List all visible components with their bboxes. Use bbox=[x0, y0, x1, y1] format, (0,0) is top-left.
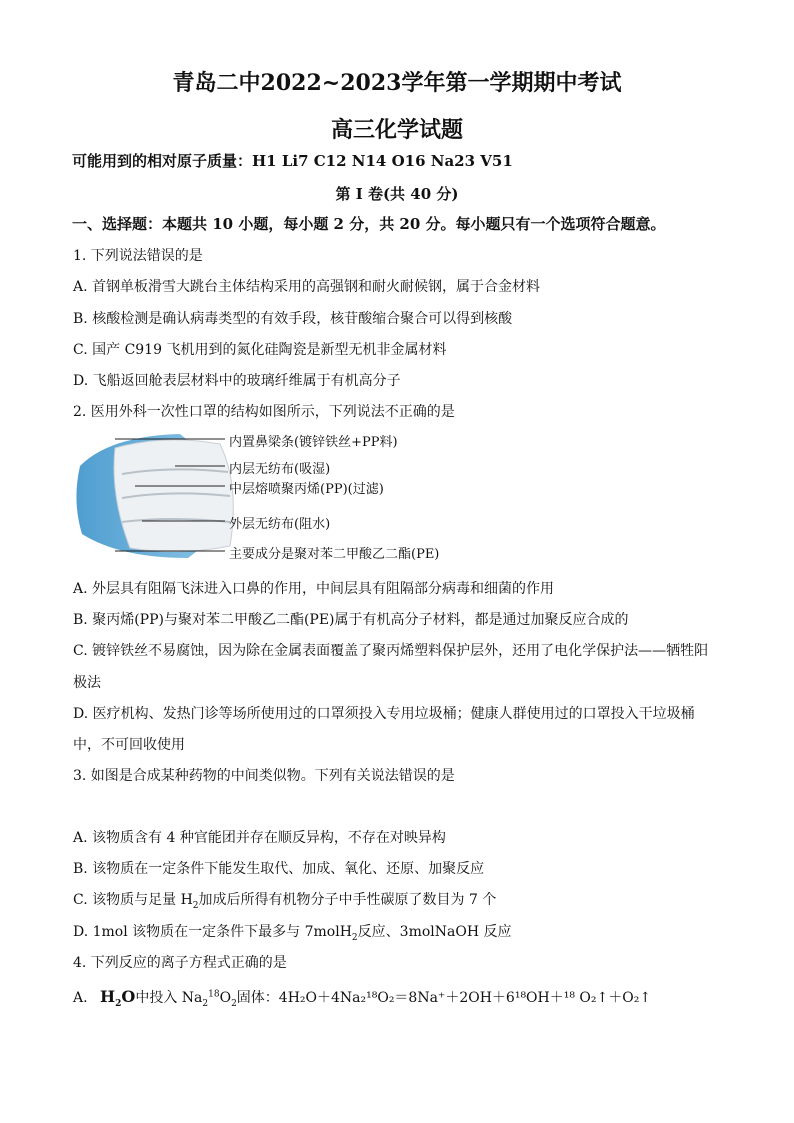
mask-label-inner-layer: 内层无纺布(吸湿) bbox=[229, 462, 331, 477]
q2-option-d: D. 医疗机构、发热门诊等场所使用过的口罩须投入专用垃圾桶；健康人群使用过的口罩投入干垃圾桶 bbox=[73, 706, 695, 722]
mask-illustration bbox=[76, 434, 233, 558]
q3-stem: 3. 如图是合成某种药物的中间类似物。下列有关说法错误的是 bbox=[73, 768, 455, 784]
q1-option-b: B. 核酸检测是确认病毒类型的有效手段，核苷酸缩合聚合可以得到核酸 bbox=[73, 311, 513, 327]
q4-option-a: A. $H_2O$中投入 $Na_2^{18}O_2$固体：4H₂O＋4Na₂¹⁸O₂＝8Na⁺＋2OH＋6¹⁸OH＋¹⁸ O₂↑＋O₂↑ bbox=[73, 987, 652, 1009]
q2-option-c: C. 镀锌铁丝不易腐蚀，因为除在金属表面覆盖了聚丙烯塑料保护层外，还用了电化学保护法——牺牲阳 bbox=[73, 643, 709, 659]
q2-stem: 2. 医用外科一次性口罩的结构如图所示，下列说法不正确的是 bbox=[73, 404, 455, 420]
q2-option-c-cont: 极法 bbox=[73, 675, 101, 691]
q2-option-a: A. 外层具有阻隔飞沫进入口鼻的作用，中间层具有阻隔部分病毒和细菌的作用 bbox=[73, 581, 555, 597]
q3-option-a: A. 该物质含有 4 种官能团并存在顺反异构，不存在对映异构 bbox=[73, 830, 446, 846]
q3-option-b: B. 该物质在一定条件下能发生取代、加成、氧化、还原、加聚反应 bbox=[73, 861, 485, 877]
mask-label-main-material: 主要成分是聚对苯二甲酸乙二酯(PE) bbox=[229, 547, 440, 562]
q1-option-c: C. 国产 C919 飞机用到的氮化硅陶瓷是新型无机非金属材料 bbox=[73, 342, 447, 358]
q2-option-b: B. 聚丙烯(PP)与聚对苯二甲酸乙二酯(PE)属于有机高分子材料，都是通过加聚反应合成的 bbox=[73, 612, 629, 628]
q3-option-d: D. 1mol 该物质在一定条件下最多与 7molH$_2$反应、3molNaOH 反应 bbox=[73, 924, 512, 943]
q1-stem: 1. 下列说法错误的是 bbox=[73, 248, 203, 264]
mask-label-middle-layer: 中层熔喷聚丙烯(PP)(过滤) bbox=[229, 482, 384, 497]
mask-label-nose-strip: 内置鼻梁条(镀锌铁丝+PP料) bbox=[229, 435, 398, 450]
q1-option-d: D. 飞船返回舱表层材料中的玻璃纤维属于有机高分子 bbox=[73, 373, 401, 389]
q3-option-c: C. 该物质与足量 $H_2$加成后所得有机物分子中手性碳原了数目为 7 个 bbox=[73, 892, 497, 911]
section-heading: 第 I 卷(共 40 分) bbox=[335, 185, 459, 203]
page-subtitle: 高三化学试题 bbox=[330, 117, 463, 143]
page-title: 青岛二中2022~2023学年第一学期期中考试 bbox=[172, 70, 622, 96]
q2-option-d-cont: 中，不可回收使用 bbox=[73, 737, 185, 753]
atomic-mass-line: 可能用到的相对原子质量：H1 Li7 C12 N14 O16 Na23 V51 bbox=[72, 152, 513, 170]
q4-stem: 4. 下列反应的离子方程式正确的是 bbox=[73, 955, 287, 971]
q1-option-a: A. 首钢单板滑雪大跳台主体结构采用的高强钢和耐火耐候钢，属于合金材料 bbox=[73, 279, 541, 295]
mask-label-outer-layer: 外层无纺布(阻水) bbox=[229, 517, 331, 532]
instruction-line: 一、选择题：本题共 10 小题，每小题 2 分，共 20 分。每小题只有一个选项符合题意。 bbox=[72, 215, 666, 233]
